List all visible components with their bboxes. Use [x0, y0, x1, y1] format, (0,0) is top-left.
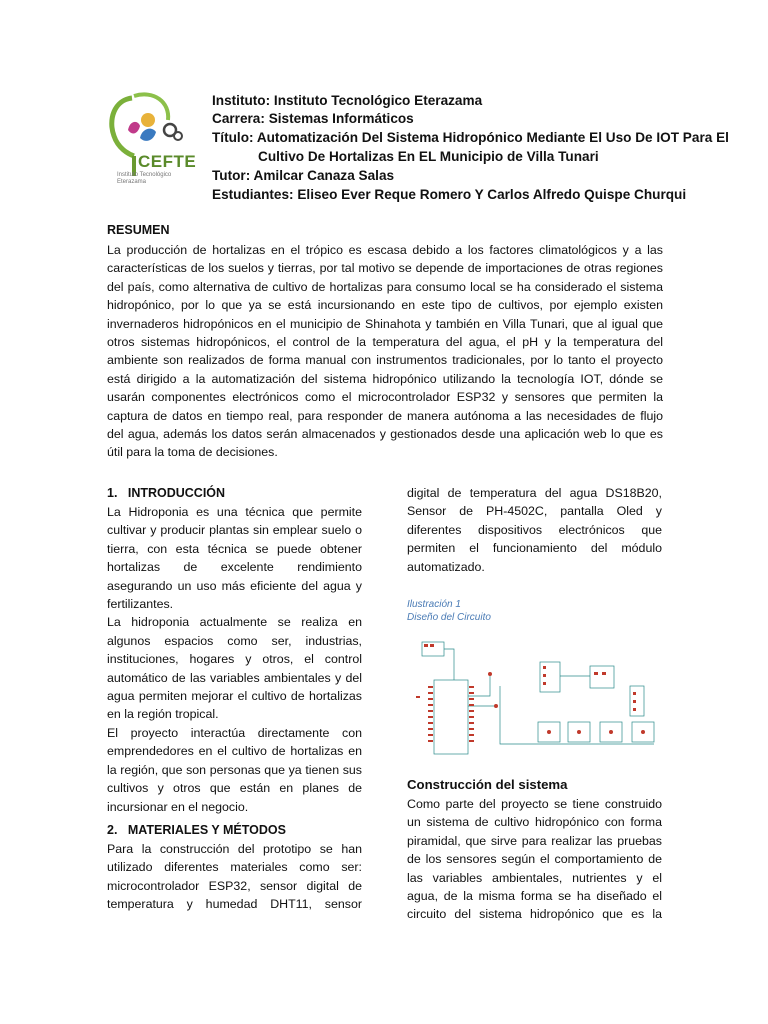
- intro-line: asegurando un uso más eficiente del agua y: [107, 578, 362, 593]
- estudiantes-label: Estudiantes:: [212, 187, 294, 202]
- intro-line: cultivar y producir plantas sin emplear suelo o: [107, 523, 362, 538]
- estudiantes-value: Eliseo Ever Reque Romero Y Carlos Alfredo Quispe Churqui: [297, 187, 687, 202]
- intro-title: 1. INTRODUCCIÓN: [107, 486, 226, 500]
- intro-line: La hidroponia actualmente se realiza en: [107, 615, 362, 630]
- estudiantes-line: [212, 186, 686, 204]
- resumen-line: útil para la toma de decisiones.: [107, 445, 278, 460]
- resumen-line: características de los suelos y tierras, por tal motivo se depende de importaciones de otras regiones: [107, 261, 663, 276]
- intro-line: fertilizantes.: [107, 597, 174, 612]
- titulo-value-2: Cultivo De Hortalizas En EL Municipio de Villa Tunari: [258, 149, 599, 164]
- right-top-line: diferentes dispositivos electrónicos que: [407, 522, 662, 537]
- intro-line: incursionar en el negocio.: [107, 799, 249, 814]
- construccion-line: de los sensores según el comportamiento de: [407, 852, 662, 867]
- construccion-line: piramidal, que sirve para realizar las pruebas: [407, 833, 662, 848]
- tutor-label: Tutor:: [212, 168, 251, 183]
- titulo-label: Título:: [212, 130, 254, 145]
- materiales-body: [107, 840, 362, 914]
- construccion-line: las variables ambientales, nutrientes y el: [407, 870, 662, 885]
- intro-line: automático de las variables ambientales y del: [107, 670, 362, 685]
- resumen-line: La producción de hortalizas en el trópico es escasa debido a los factores climatológicos y a las: [107, 243, 663, 257]
- figure-caption-number: Ilustración 1: [407, 599, 461, 610]
- figure-caption-title: Diseño del Circuito: [407, 612, 491, 623]
- materiales-line: temperatura y humedad DHT11, sensor: [107, 897, 362, 912]
- carrera-label: Carrera:: [212, 111, 265, 126]
- logo-subtext: Instituto Tecnológico Eterazama: [117, 172, 172, 185]
- intro-line: instituciones, hogares y otros, el control: [107, 652, 362, 667]
- resumen-line: del agua, además los datos serán almacenados y gestionados desde una aplicación web lo que es: [107, 427, 663, 442]
- intro-line: tierra, con esta técnica se puede obtener: [107, 541, 362, 556]
- resumen-line: usarán componentes electrónicos como el microcontrolador ESP32 y sensores que permiten la: [107, 390, 663, 405]
- intro-line: cultivos y otros que están en planes de: [107, 781, 362, 796]
- construccion-line: agua, de la misma forma se ha diseñado el: [407, 889, 662, 904]
- tutor-value: Amilcar Canaza Salas: [253, 168, 395, 183]
- carrera-value: Sistemas Informáticos: [268, 111, 414, 126]
- right-top-body: [407, 484, 662, 576]
- logo-wordmark: CEFTE: [138, 152, 197, 171]
- right-top-line: permiten el funcionamiento del módulo: [407, 541, 662, 556]
- intro-line: agua permiten mejorar el cultivo de hortalizas: [107, 689, 362, 704]
- right-top-line: digital de temperatura del agua DS18B20,: [407, 486, 662, 500]
- construccion-title: Construcción del sistema: [407, 777, 568, 792]
- instituto-value: Instituto Tecnológico Eterazama: [273, 93, 483, 108]
- resumen-line: invernaderos hidropónicos en el municipio de Shinahota y también en Villa Tunari, que al igual que: [107, 316, 663, 331]
- instituto-line: [212, 92, 482, 110]
- resumen-line: hidropónico, por lo que ya se está incursionando en este tipo de cultivos, por ejemplo existen: [107, 298, 663, 313]
- resumen-line: otros sistemas hidropónicos, el control de la temperatura del agua, el pH y la temperatura del: [107, 335, 663, 350]
- materiales-line: utilizado diferentes materiales como ser:: [107, 860, 362, 875]
- carrera-line: [212, 110, 414, 128]
- materiales-line: Para la construcción del prototipo se han: [107, 842, 362, 856]
- titulo-value-1: Automatización Del Sistema Hidropónico Mediante El Uso De IOT Para El: [256, 130, 729, 145]
- construccion-line: Como parte del proyecto se tiene construido: [407, 797, 662, 811]
- resumen-body: [107, 241, 663, 462]
- intro-line: emprendedores en el cultivo de hortalizas en: [107, 744, 362, 759]
- resumen-line: captura de datos en tiempo real, para responder de manera autónoma a las necesidades de flujo: [107, 408, 663, 423]
- materiales-title: 2. MATERIALES Y MÉTODOS: [107, 823, 286, 837]
- tutor-line: [212, 167, 394, 185]
- materiales-line: microcontrolador ESP32, sensor digital de: [107, 878, 362, 893]
- circuit-diagram-figure: [404, 636, 666, 764]
- intro-line: hortalizas de excelente rendimiento: [107, 560, 362, 575]
- titulo-line: [212, 129, 729, 147]
- intro-line: algunos espacios como ser, industrias,: [107, 633, 362, 648]
- instituto-label: Instituto:: [212, 93, 271, 108]
- construccion-body: [407, 795, 662, 924]
- resumen-line: del país, como alternativa de cultivo de hortalizas para consumo local se ha considerado el sistema: [107, 279, 663, 294]
- intro-line: en la región tropical.: [107, 707, 219, 722]
- construccion-line: circuito del sistema hidropónico que es la: [407, 907, 662, 922]
- right-top-line: Sensor de PH-4502C, pantalla Oled y: [407, 504, 662, 519]
- intro-body: [107, 503, 362, 816]
- resumen-title: RESUMEN: [107, 223, 170, 237]
- intro-line: La Hidroponia es una técnica que permite: [107, 505, 362, 519]
- intro-line: El proyecto interactúa directamente con: [107, 725, 362, 740]
- resumen-line: ambiente son realizados de forma manual con instrumentos tradicionales, por lo tanto el proyecto: [107, 353, 663, 368]
- resumen-line: está dirigido a la automatización del sistema hidropónico utilizando la tecnología IOT, dónde se: [107, 371, 663, 386]
- construccion-line: un sistema de cultivo hidropónico con forma: [407, 815, 662, 830]
- intro-line: la región, que son personas que ya tienen sus: [107, 762, 362, 777]
- right-top-line: automatizado.: [407, 559, 485, 574]
